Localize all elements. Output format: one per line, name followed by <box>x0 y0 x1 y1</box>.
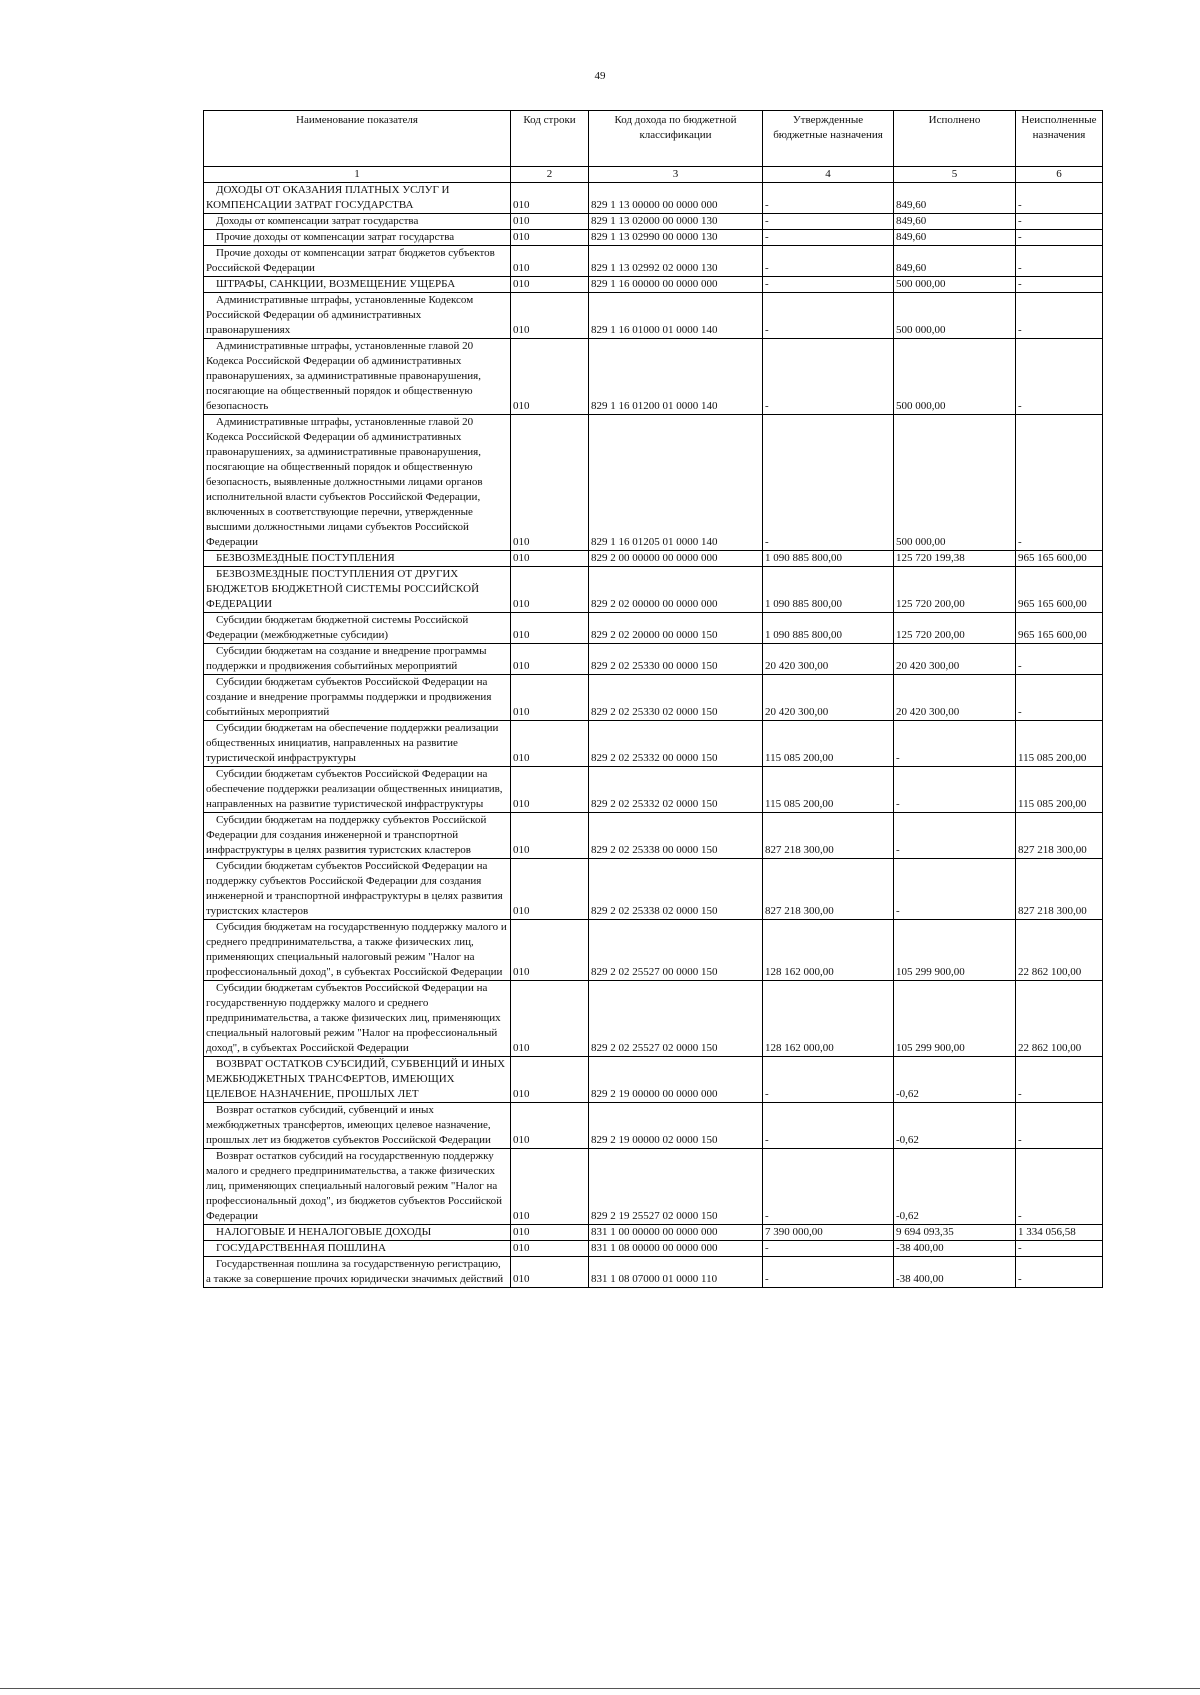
column-number: 4 <box>763 167 894 183</box>
row-name: Доходы от компенсации затрат государства <box>204 214 511 230</box>
row-line-code: 010 <box>511 859 589 920</box>
row-line-code: 010 <box>511 277 589 293</box>
row-line-code: 010 <box>511 246 589 277</box>
row-executed-amount: -38 400,00 <box>894 1241 1016 1257</box>
row-name: Возврат остатков субсидий, субвенций и иных межбюджетных трансфертов, имеющих целевое назначение, прошлых лет из бюджетов субъектов Российской Федерации <box>204 1103 511 1149</box>
header-row <box>204 111 1103 167</box>
table-row <box>204 567 1103 613</box>
row-name: ШТРАФЫ, САНКЦИИ, ВОЗМЕЩЕНИЕ УЩЕРБА <box>204 277 511 293</box>
column-number: 2 <box>511 167 589 183</box>
row-approved-amount: - <box>763 183 894 214</box>
row-approved-amount: 827 218 300,00 <box>763 859 894 920</box>
table-row <box>204 214 1103 230</box>
column-number: 6 <box>1016 167 1103 183</box>
row-unexecuted-amount: - <box>1016 675 1103 721</box>
row-approved-amount: 128 162 000,00 <box>763 981 894 1057</box>
row-approved-amount: 20 420 300,00 <box>763 675 894 721</box>
row-unexecuted-amount: - <box>1016 183 1103 214</box>
row-income-code: 829 1 13 02990 00 0000 130 <box>589 230 763 246</box>
page-bottom-rule <box>0 1688 1200 1689</box>
row-name: Прочие доходы от компенсации затрат бюджетов субъектов Российской Федерации <box>204 246 511 277</box>
row-executed-amount: 849,60 <box>894 183 1016 214</box>
row-name: Субсидии бюджетам субъектов Российской Федерации на создание и внедрение программы поддержки и продвижения событийных мероприятий <box>204 675 511 721</box>
row-income-code: 829 2 02 20000 00 0000 150 <box>589 613 763 644</box>
table-row <box>204 920 1103 981</box>
row-name: Государственная пошлина за государственную регистрацию, а также за совершение прочих юридически значимых действий <box>204 1257 511 1288</box>
row-approved-amount: - <box>763 415 894 551</box>
table-row <box>204 277 1103 293</box>
row-name: Субсидии бюджетам субъектов Российской Федерации на обеспечение поддержки реализации общественных инициатив, направленных на развитие туристической инфраструктуры <box>204 767 511 813</box>
row-name: ДОХОДЫ ОТ ОКАЗАНИЯ ПЛАТНЫХ УСЛУГ И КОМПЕНСАЦИИ ЗАТРАТ ГОСУДАРСТВА <box>204 183 511 214</box>
table-row <box>204 1225 1103 1241</box>
row-line-code: 010 <box>511 675 589 721</box>
table-row <box>204 230 1103 246</box>
row-line-code: 010 <box>511 183 589 214</box>
row-income-code: 829 2 00 00000 00 0000 000 <box>589 551 763 567</box>
row-approved-amount: - <box>763 1257 894 1288</box>
row-line-code: 010 <box>511 767 589 813</box>
row-executed-amount: 500 000,00 <box>894 339 1016 415</box>
row-line-code: 010 <box>511 551 589 567</box>
row-income-code: 829 1 13 00000 00 0000 000 <box>589 183 763 214</box>
row-unexecuted-amount: - <box>1016 293 1103 339</box>
row-executed-amount: 500 000,00 <box>894 415 1016 551</box>
row-income-code: 829 1 13 02992 02 0000 130 <box>589 246 763 277</box>
row-approved-amount: 7 390 000,00 <box>763 1225 894 1241</box>
row-line-code: 010 <box>511 721 589 767</box>
table-row <box>204 551 1103 567</box>
column-number: 5 <box>894 167 1016 183</box>
row-approved-amount: 115 085 200,00 <box>763 767 894 813</box>
table-row <box>204 1057 1103 1103</box>
row-income-code: 829 2 19 00000 00 0000 000 <box>589 1057 763 1103</box>
row-income-code: 829 2 02 25332 00 0000 150 <box>589 721 763 767</box>
table-row <box>204 813 1103 859</box>
row-name: Субсидии бюджетам субъектов Российской Федерации на государственную поддержку малого и среднего предпринимательства, а также физических лиц, применяющих специальный налоговый режим "Налог на профессиональный доход", в субъектах Российской Федерации <box>204 981 511 1057</box>
row-name: Возврат остатков субсидий на государственную поддержку малого и среднего предпринимательства, а также физических лиц, применяющих специальный налоговый режим "Налог на профессиональный доход", из бюджетов субъектов Российской Федерации <box>204 1149 511 1225</box>
row-line-code: 010 <box>511 339 589 415</box>
row-unexecuted-amount: - <box>1016 415 1103 551</box>
budget-income-table <box>203 110 1103 1288</box>
header-executed: Исполнено <box>894 111 1016 167</box>
row-income-code: 829 2 19 25527 02 0000 150 <box>589 1149 763 1225</box>
row-unexecuted-amount: 965 165 600,00 <box>1016 613 1103 644</box>
row-line-code: 010 <box>511 1057 589 1103</box>
row-income-code: 829 2 02 25330 02 0000 150 <box>589 675 763 721</box>
row-name: Административные штрафы, установленные Кодексом Российской Федерации об административных правонарушениях <box>204 293 511 339</box>
row-name: БЕЗВОЗМЕЗДНЫЕ ПОСТУПЛЕНИЯ <box>204 551 511 567</box>
row-income-code: 829 1 16 00000 00 0000 000 <box>589 277 763 293</box>
row-line-code: 010 <box>511 415 589 551</box>
table-row <box>204 246 1103 277</box>
header-approved: Утвержденные бюджетные назначения <box>763 111 894 167</box>
table-body <box>204 183 1103 1288</box>
row-line-code: 010 <box>511 920 589 981</box>
row-executed-amount: -0,62 <box>894 1057 1016 1103</box>
row-unexecuted-amount: 115 085 200,00 <box>1016 767 1103 813</box>
row-executed-amount: -0,62 <box>894 1103 1016 1149</box>
row-executed-amount: 125 720 199,38 <box>894 551 1016 567</box>
row-approved-amount: - <box>763 277 894 293</box>
row-unexecuted-amount: - <box>1016 1257 1103 1288</box>
row-income-code: 829 2 02 25527 02 0000 150 <box>589 981 763 1057</box>
row-line-code: 010 <box>511 1103 589 1149</box>
row-approved-amount: - <box>763 1241 894 1257</box>
row-name: ГОСУДАРСТВЕННАЯ ПОШЛИНА <box>204 1241 511 1257</box>
row-name: Субсидии бюджетам на поддержку субъектов Российской Федерации для создания инженерной и транспортной инфраструктуры в целях развития туристских кластеров <box>204 813 511 859</box>
row-approved-amount: - <box>763 1149 894 1225</box>
row-unexecuted-amount: - <box>1016 339 1103 415</box>
row-unexecuted-amount: 827 218 300,00 <box>1016 859 1103 920</box>
row-unexecuted-amount: 115 085 200,00 <box>1016 721 1103 767</box>
row-unexecuted-amount: - <box>1016 246 1103 277</box>
row-name: Субсидии бюджетам субъектов Российской Федерации на поддержку субъектов Российской Федерации для создания инженерной и транспортной инфраструктуры в целях развития туристских кластеров <box>204 859 511 920</box>
row-line-code: 010 <box>511 293 589 339</box>
row-approved-amount: - <box>763 339 894 415</box>
row-executed-amount: 125 720 200,00 <box>894 567 1016 613</box>
row-executed-amount: - <box>894 767 1016 813</box>
row-income-code: 829 2 02 25330 00 0000 150 <box>589 644 763 675</box>
row-approved-amount: - <box>763 230 894 246</box>
header-name: Наименование показателя <box>204 111 511 167</box>
row-name: Административные штрафы, установленные главой 20 Кодекса Российской Федерации об административных правонарушениях, за административные правонарушения, посягающие на общественный порядок и общественную безопасность <box>204 339 511 415</box>
row-approved-amount: 20 420 300,00 <box>763 644 894 675</box>
row-unexecuted-amount: 965 165 600,00 <box>1016 551 1103 567</box>
table-row <box>204 721 1103 767</box>
header-income-code: Код дохода по бюджетной классификации <box>589 111 763 167</box>
row-unexecuted-amount: - <box>1016 214 1103 230</box>
row-line-code: 010 <box>511 214 589 230</box>
row-approved-amount: 128 162 000,00 <box>763 920 894 981</box>
row-executed-amount: 9 694 093,35 <box>894 1225 1016 1241</box>
table-row <box>204 415 1103 551</box>
row-unexecuted-amount: - <box>1016 277 1103 293</box>
row-executed-amount: 849,60 <box>894 230 1016 246</box>
table-row <box>204 675 1103 721</box>
row-executed-amount: -38 400,00 <box>894 1257 1016 1288</box>
row-approved-amount: - <box>763 1057 894 1103</box>
row-name: ВОЗВРАТ ОСТАТКОВ СУБСИДИЙ, СУБВЕНЦИЙ И ИНЫХ МЕЖБЮДЖЕТНЫХ ТРАНСФЕРТОВ, ИМЕЮЩИХ ЦЕЛЕВОЕ НАЗНАЧЕНИЕ, ПРОШЛЫХ ЛЕТ <box>204 1057 511 1103</box>
row-income-code: 829 2 02 25338 00 0000 150 <box>589 813 763 859</box>
row-approved-amount: - <box>763 214 894 230</box>
row-approved-amount: 115 085 200,00 <box>763 721 894 767</box>
row-executed-amount: 20 420 300,00 <box>894 675 1016 721</box>
row-name: Субсидии бюджетам на создание и внедрение программы поддержки и продвижения событийных мероприятий <box>204 644 511 675</box>
table-row <box>204 1103 1103 1149</box>
row-line-code: 010 <box>511 981 589 1057</box>
row-approved-amount: 1 090 885 800,00 <box>763 551 894 567</box>
row-unexecuted-amount: - <box>1016 644 1103 675</box>
row-name: НАЛОГОВЫЕ И НЕНАЛОГОВЫЕ ДОХОДЫ <box>204 1225 511 1241</box>
row-executed-amount: 105 299 900,00 <box>894 920 1016 981</box>
row-income-code: 831 1 08 07000 01 0000 110 <box>589 1257 763 1288</box>
row-income-code: 831 1 08 00000 00 0000 000 <box>589 1241 763 1257</box>
row-line-code: 010 <box>511 1257 589 1288</box>
row-executed-amount: -0,62 <box>894 1149 1016 1225</box>
row-unexecuted-amount: 965 165 600,00 <box>1016 567 1103 613</box>
column-number-row <box>204 167 1103 183</box>
row-unexecuted-amount: - <box>1016 1103 1103 1149</box>
row-name: Субсидия бюджетам на государственную поддержку малого и среднего предпринимательства, а также физических лиц, применяющих специальный налоговый режим "Налог на профессиональный доход", в субъектах Российской Федерации <box>204 920 511 981</box>
row-approved-amount: 827 218 300,00 <box>763 813 894 859</box>
row-name: Субсидии бюджетам бюджетной системы Российской Федерации (межбюджетные субсидии) <box>204 613 511 644</box>
table-row <box>204 859 1103 920</box>
row-line-code: 010 <box>511 230 589 246</box>
table-row <box>204 1241 1103 1257</box>
row-executed-amount: 849,60 <box>894 214 1016 230</box>
row-name: БЕЗВОЗМЕЗДНЫЕ ПОСТУПЛЕНИЯ ОТ ДРУГИХ БЮДЖЕТОВ БЮДЖЕТНОЙ СИСТЕМЫ РОССИЙСКОЙ ФЕДЕРАЦИИ <box>204 567 511 613</box>
row-income-code: 829 1 13 02000 00 0000 130 <box>589 214 763 230</box>
table-row <box>204 1257 1103 1288</box>
row-unexecuted-amount: - <box>1016 1057 1103 1103</box>
row-income-code: 829 1 16 01200 01 0000 140 <box>589 339 763 415</box>
row-approved-amount: - <box>763 293 894 339</box>
table-row <box>204 339 1103 415</box>
row-income-code: 831 1 00 00000 00 0000 000 <box>589 1225 763 1241</box>
row-executed-amount: - <box>894 859 1016 920</box>
row-approved-amount: 1 090 885 800,00 <box>763 567 894 613</box>
row-approved-amount: - <box>763 1103 894 1149</box>
row-name: Субсидии бюджетам на обеспечение поддержки реализации общественных инициатив, направленных на развитие туристической инфраструктуры <box>204 721 511 767</box>
row-line-code: 010 <box>511 567 589 613</box>
row-executed-amount: 500 000,00 <box>894 293 1016 339</box>
row-executed-amount: 20 420 300,00 <box>894 644 1016 675</box>
header-line-code: Код строки <box>511 111 589 167</box>
row-line-code: 010 <box>511 644 589 675</box>
row-name: Прочие доходы от компенсации затрат государства <box>204 230 511 246</box>
table-row <box>204 613 1103 644</box>
table-row <box>204 644 1103 675</box>
row-line-code: 010 <box>511 813 589 859</box>
row-executed-amount: 500 000,00 <box>894 277 1016 293</box>
row-approved-amount: - <box>763 246 894 277</box>
row-line-code: 010 <box>511 1241 589 1257</box>
row-income-code: 829 1 16 01000 01 0000 140 <box>589 293 763 339</box>
row-income-code: 829 2 02 25527 00 0000 150 <box>589 920 763 981</box>
row-executed-amount: - <box>894 813 1016 859</box>
row-unexecuted-amount: 22 862 100,00 <box>1016 981 1103 1057</box>
table-row <box>204 183 1103 214</box>
row-line-code: 010 <box>511 1225 589 1241</box>
header-unexecuted: Неисполненные назначения <box>1016 111 1103 167</box>
row-unexecuted-amount: - <box>1016 230 1103 246</box>
row-income-code: 829 1 16 01205 01 0000 140 <box>589 415 763 551</box>
row-unexecuted-amount: 827 218 300,00 <box>1016 813 1103 859</box>
row-line-code: 010 <box>511 1149 589 1225</box>
page-number: 49 <box>594 70 606 82</box>
row-income-code: 829 2 02 00000 00 0000 000 <box>589 567 763 613</box>
row-unexecuted-amount: - <box>1016 1149 1103 1225</box>
row-approved-amount: 1 090 885 800,00 <box>763 613 894 644</box>
row-unexecuted-amount: 1 334 056,58 <box>1016 1225 1103 1241</box>
row-unexecuted-amount: 22 862 100,00 <box>1016 920 1103 981</box>
row-executed-amount: 105 299 900,00 <box>894 981 1016 1057</box>
table-row <box>204 981 1103 1057</box>
table-row <box>204 767 1103 813</box>
row-executed-amount: 125 720 200,00 <box>894 613 1016 644</box>
row-name: Административные штрафы, установленные главой 20 Кодекса Российской Федерации об административных правонарушениях, за административные правонарушения, посягающие на общественный порядок и общественную безопасность, выявленные должностными лицами органов исполнительной власти субъектов Российской Федерации, включенных в соответствующие перечни, утвержденные высшими должностными лицами субъектов Российской Федерации <box>204 415 511 551</box>
row-executed-amount: - <box>894 721 1016 767</box>
table-row <box>204 293 1103 339</box>
table-row <box>204 1149 1103 1225</box>
row-income-code: 829 2 02 25338 02 0000 150 <box>589 859 763 920</box>
column-number: 3 <box>589 167 763 183</box>
row-income-code: 829 2 19 00000 02 0000 150 <box>589 1103 763 1149</box>
column-number: 1 <box>204 167 511 183</box>
row-executed-amount: 849,60 <box>894 246 1016 277</box>
row-unexecuted-amount: - <box>1016 1241 1103 1257</box>
row-line-code: 010 <box>511 613 589 644</box>
row-income-code: 829 2 02 25332 02 0000 150 <box>589 767 763 813</box>
